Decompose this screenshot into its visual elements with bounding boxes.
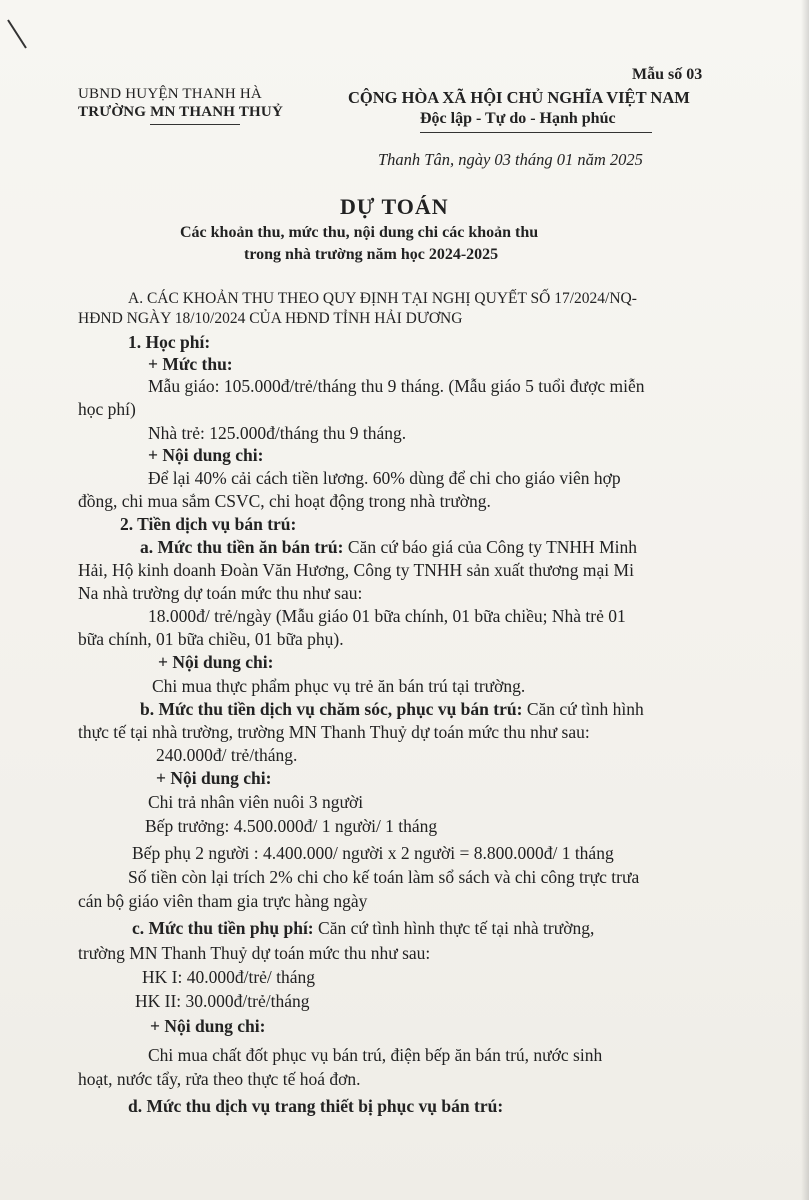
item-2b-content-1: Chi trả nhân viên nuôi 3 người xyxy=(148,792,364,812)
item-2a-text-2: Hải, Hộ kinh doanh Đoàn Văn Hương, Công ty TNHH sản xuất thương mại Mi xyxy=(78,560,634,580)
item-2a-content-label: + Nội dung chi: xyxy=(158,652,274,672)
item-2a-line-1 xyxy=(140,537,637,558)
org-underline xyxy=(150,124,240,125)
item-2c-content-label: + Nội dung chi: xyxy=(150,1016,266,1036)
item-2c-text-2: trường MN Thanh Thuỷ dự toán mức thu như sau: xyxy=(78,943,431,963)
item-2a-text-3: Na nhà trường dự toán mức thu như sau: xyxy=(78,583,363,603)
item-1-content-2: đồng, chi mua sắm CSVC, chi hoạt động trong nhà trường. xyxy=(78,491,491,511)
place-date: Thanh Tân, ngày 03 tháng 01 năm 2025 xyxy=(378,150,643,169)
section-a-heading-2: HĐND NGÀY 18/10/2024 CỦA HĐND TỈNH HẢI DƯƠNG xyxy=(78,310,463,327)
item-2a-rate-2: bữa chính, 01 bữa chiều, 01 bữa phụ). xyxy=(78,629,344,649)
item-1-nursery: Nhà trẻ: 125.000đ/tháng thu 9 tháng. xyxy=(148,423,407,443)
document-subtitle-2: trong nhà trường năm học 2024-2025 xyxy=(244,246,499,263)
item-2c-text-1: Căn cứ tình hình thực tế tại nhà trường, xyxy=(313,918,595,938)
item-2b-text-1: Căn cứ tình hình xyxy=(522,699,644,719)
item-2b-line-1 xyxy=(140,699,644,720)
item-2a-text-1: Căn cứ báo giá của Công ty TNHH Minh xyxy=(343,537,637,557)
item-2b-content-2: Bếp trưởng: 4.500.000đ/ 1 người/ 1 tháng xyxy=(145,816,438,836)
item-1-kindergarten-1: Mẫu giáo: 105.000đ/trẻ/tháng thu 9 tháng. (Mẫu giáo 5 tuổi được miễn xyxy=(148,376,645,396)
form-number: Mẫu số 03 xyxy=(632,66,703,83)
motto-underline xyxy=(420,132,652,133)
nation-title: CỘNG HÒA XÃ HỘI CHỦ NGHĨA VIỆT NAM xyxy=(348,88,690,107)
pen-mark-icon xyxy=(6,18,30,52)
item-1-kindergarten-2: học phí) xyxy=(78,399,136,419)
page-edge-shadow xyxy=(801,0,809,1200)
item-2a-label: a. Mức thu tiền ăn bán trú: xyxy=(140,537,344,557)
document-subtitle-1: Các khoản thu, mức thu, nội dung chi các khoản thu xyxy=(180,224,539,241)
item-2d-label: d. Mức thu dịch vụ trang thiết bị phục vụ bán trú: xyxy=(128,1096,504,1116)
item-2b-content-5: cán bộ giáo viên tham gia trực hàng ngày xyxy=(78,891,368,911)
item-2c-hk2: HK II: 30.000đ/trẻ/tháng xyxy=(135,991,310,1011)
item-2c-label: c. Mức thu tiền phụ phí: xyxy=(132,918,314,938)
item-2b-text-2: thực tế tại nhà trường, trường MN Thanh Thuỷ dự toán mức thu như sau: xyxy=(78,722,590,742)
item-2c-hk1: HK I: 40.000đ/trẻ/ tháng xyxy=(142,967,316,987)
section-a-heading-1: A. CÁC KHOẢN THU THEO QUY ĐỊNH TẠI NGHỊ QUYẾT SỐ 17/2024/NQ- xyxy=(128,290,637,307)
item-2b-content-label: + Nội dung chi: xyxy=(156,768,272,788)
item-2b-content-4: Số tiền còn lại trích 2% chi cho kế toán làm sổ sách và chi công trực trưa xyxy=(128,867,640,887)
item-2-title: 2. Tiền dịch vụ bán trú: xyxy=(120,514,297,534)
org-line-1: UBND HUYỆN THANH HÀ xyxy=(78,86,262,102)
org-line-2: TRƯỜNG MN THANH THUỶ xyxy=(78,104,283,120)
motto: Độc lập - Tự do - Hạnh phúc xyxy=(420,110,616,127)
item-1-rate-label: + Mức thu: xyxy=(148,354,233,374)
item-2b-content-3: Bếp phụ 2 người : 4.400.000/ người x 2 người = 8.800.000đ/ 1 tháng xyxy=(132,843,614,863)
item-1-content-1: Để lại 40% cải cách tiền lương. 60% dùng để chi cho giáo viên hợp xyxy=(148,468,621,488)
item-2b-rate: 240.000đ/ trẻ/tháng. xyxy=(156,745,298,765)
item-2a-rate-1: 18.000đ/ trẻ/ngày (Mẫu giáo 01 bữa chính, 01 bữa chiều; Nhà trẻ 01 xyxy=(148,606,626,626)
item-1-title: 1. Học phí: xyxy=(128,332,211,352)
item-2c-content-2: hoạt, nước tẩy, rửa theo thực tế hoá đơn. xyxy=(78,1069,361,1089)
item-2c-content-1: Chi mua chất đốt phục vụ bán trú, điện bếp ăn bán trú, nước sinh xyxy=(148,1045,603,1065)
item-2a-content: Chi mua thực phẩm phục vụ trẻ ăn bán trú tại trường. xyxy=(152,676,526,696)
item-2c-line-1 xyxy=(132,918,594,939)
document-title: DỰ TOÁN xyxy=(340,194,449,219)
item-1-content-label: + Nội dung chi: xyxy=(148,445,264,465)
item-2b-label: b. Mức thu tiền dịch vụ chăm sóc, phục vụ bán trú: xyxy=(140,699,523,719)
